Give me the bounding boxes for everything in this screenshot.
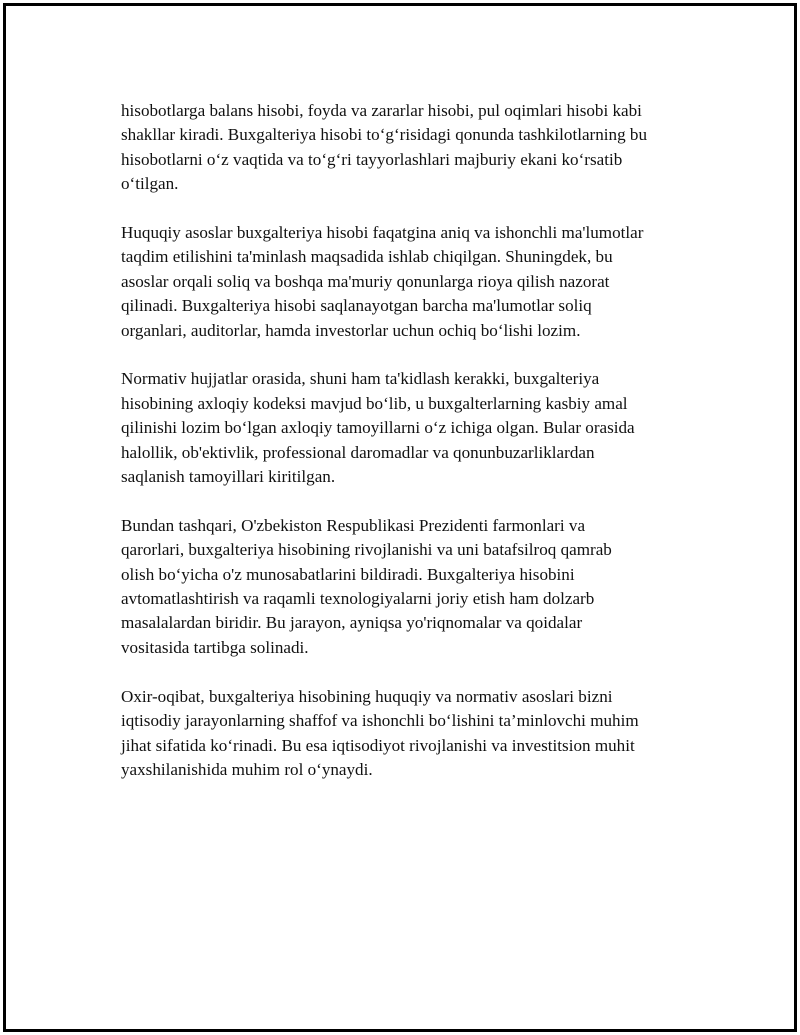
document-body [121, 99, 701, 807]
document-page [3, 3, 797, 1032]
paragraph-5: Oxir-oqibat, buxgalteriya hisobining huquqiy va normativ asoslari bizni iqtisodiy jarayonlarning shaffof va ishonchli bo‘lishini ta’minlovchi muhim jihat sifatida ko‘rinadi. Bu esa iqtisodiyot rivojlanishi va investitsion muhit yaxshilanishida muhim rol o‘ynaydi. [121, 686, 639, 779]
paragraph-3: Normativ hujjatlar orasida, shuni ham ta'kidlash kerakki, buxgalteriya hisobining axloqiy kodeksi mavjud bo‘lib, u buxgalterlarning kasbiy amal qilinishi lozim bo‘lgan axloqiy tamoyillarni o‘z ichiga olgan. Bular orasida halollik, ob'ektivlik, professional daromadlar va qonunbuzarliklardan saqlanish tamoyillari kiritilgan. [121, 369, 635, 487]
paragraph-2: Huquqiy asoslar buxgalteriya hisobi faqatgina aniq va ishonchli ma'lumotlar taqdim etilishini ta'minlash maqsadida ishlab chiqilgan. Shuningdek, bu asoslar orqali soliq va boshqa ma'muriy qonunlarga rioya qilish nazorat qilinadi. Buxgalteriya hisobi saqlanayotgan barcha ma'lumotlar soliq organlari, auditorlar, hamda investorlar uchun ochiq bo‘lishi lozim. [121, 223, 644, 340]
paragraph-1: hisobotlarga balans hisobi, foyda va zararlar hisobi, pul oqimlari hisobi kabi shakllar kiradi. Buxgalteriya hisobi to‘g‘risidagi qonunda tashkilotlarning bu hisobotlarni o‘z vaqtida va to‘g‘ri tayyorlashlari majburiy ekani ko‘rsatib o‘tilgan. [121, 101, 648, 194]
paragraph-4: Bundan tashqari, O'zbekiston Respublikasi Prezidenti farmonlari va qarorlari, buxgalteriya hisobining rivojlanishi va uni batafsilroq qamrab olish bo‘yicha o'z munosabatlarini bildiradi. Buxgalteriya hisobini avtomatlashtirish va raqamli texnologiyalarni joriy etish ham dolzarb masalalardan biridir. Bu jarayon, ayniqsa yo'riqnomalar va qoidalar vositasida tartibga solinadi. [121, 515, 612, 657]
